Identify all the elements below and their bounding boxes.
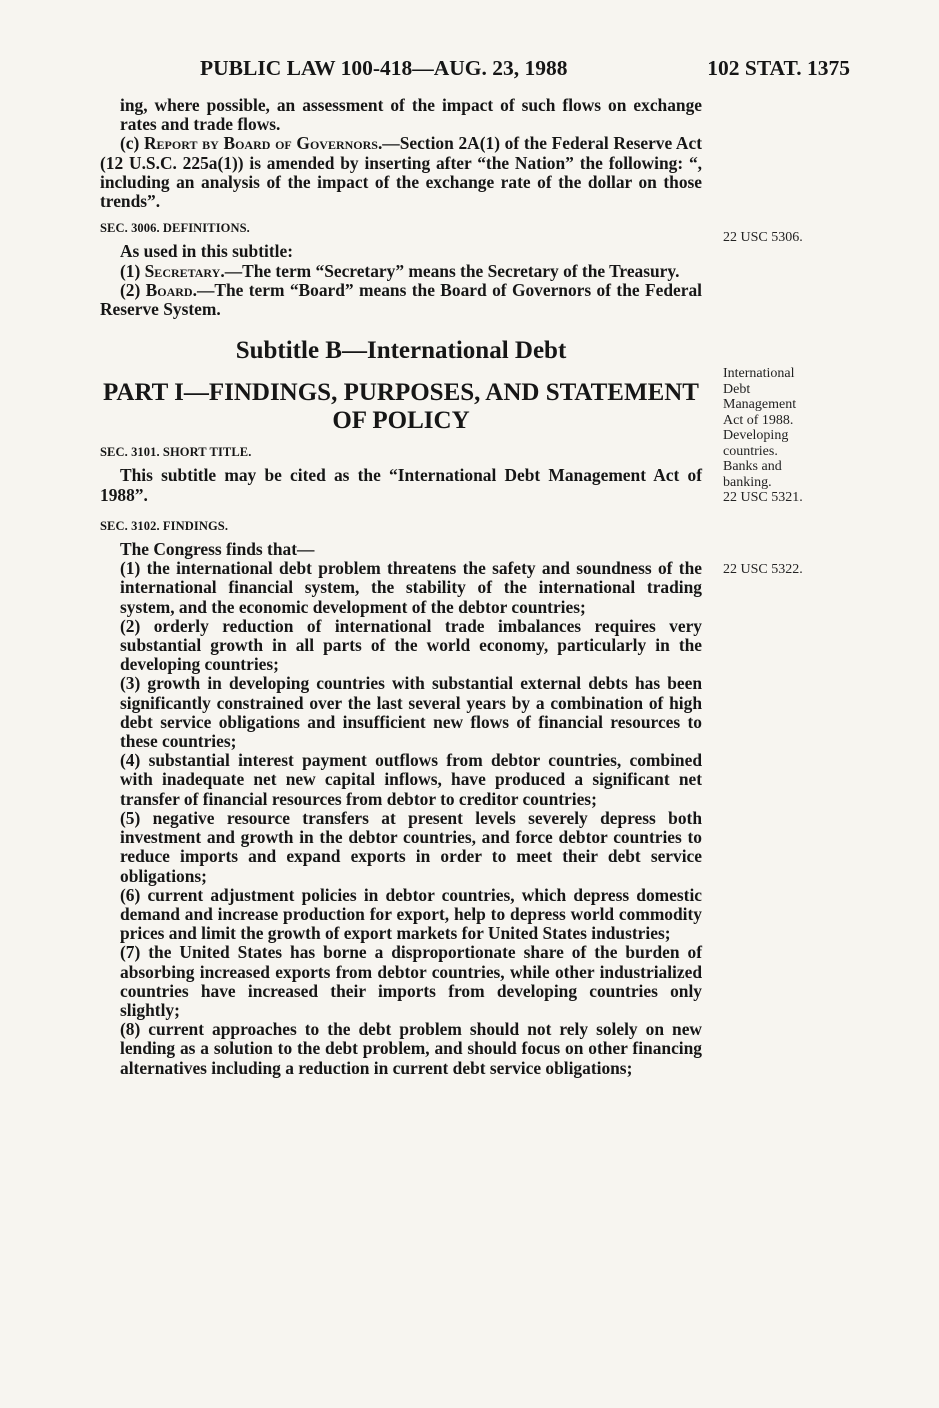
margin-note-line: 22 USC 5321. xyxy=(723,490,803,505)
margin-note-international-debt xyxy=(723,366,833,506)
def-body: —The term “Board” means the Board of Governors of the Federal Reserve System. xyxy=(100,279,702,320)
finding-item: (3) growth in developing countries with substantial external debts has been significantly constrained over the last several years by a combination of high debt service obligations and insufficient new flows of financial resources to these countries; xyxy=(120,673,702,752)
def-term: Secretary. xyxy=(144,260,225,281)
paragraph-continuation: ing, where possible, an assessment of the impact of such flows on exchange rates and trade flows. xyxy=(120,95,702,135)
section-heading-3006: SEC. 3006. DEFINITIONS. xyxy=(100,221,250,236)
margin-note-line: Act of 1988. xyxy=(723,412,794,428)
main-text-column xyxy=(100,96,702,1078)
margin-note-line: Banks and xyxy=(723,459,782,474)
page-header xyxy=(200,56,850,81)
finding-item: (4) substantial interest payment outflows from debtor countries, combined with inadequate net new capital inflows, have produced a significant net transfer of financial resources from debtor to creditor countries; xyxy=(120,750,702,809)
finding-item: (2) orderly reduction of international trade imbalances requires very substantial growth in all parts of the world economy, particularly in the developing countries; xyxy=(120,615,702,675)
def-term: Board. xyxy=(145,279,197,300)
def-body: —The term “Secretary” means the Secretary of the Treasury. xyxy=(224,260,680,281)
para-body: —Section 2A(1) of the Federal Reserve Act (12 U.S.C. 225a(1)) is amended by inserting after “the Nation” the following: “, including an analysis of the impact of the exchange rate of the dollar on those trends”. xyxy=(100,133,703,212)
definition-secretary xyxy=(100,262,702,281)
part-heading: PART I—FINDINGS, PURPOSES, AND STATEMENT OF POLICY xyxy=(103,379,699,435)
margin-note-line: banking. xyxy=(723,474,772,490)
paragraph-short-title: This subtitle may be cited as the “International Debt Management Act of 1988”. xyxy=(100,465,702,505)
margin-note-line: International xyxy=(723,366,795,381)
header-law-citation: PUBLIC LAW 100-418—AUG. 23, 1988 xyxy=(200,56,568,80)
paragraph-as-used: As used in this subtitle: xyxy=(120,241,293,262)
finding-item: (6) current adjustment policies in debtor countries, which depress domestic demand and increase production for export, help to depress world commodity prices and limit the growth of export markets for United States industries; xyxy=(120,884,702,944)
finding-item: (1) the international debt problem threatens the safety and soundness of the international financial system, the stability of the international trading system, and the economic development of the debtor countries; xyxy=(120,558,702,617)
margin-note-22usc5306: 22 USC 5306. xyxy=(723,230,803,245)
header-stat-page: 102 STAT. 1375 xyxy=(707,56,850,80)
def-label: (2) xyxy=(120,279,146,300)
finding-item: (7) the United States has borne a disproportionate share of the burden of absorbing increased exports from debtor countries, while other industrialized countries have increased their imports from developing countries only slightly; xyxy=(120,942,702,1020)
def-label: (1) xyxy=(120,260,145,281)
margin-note-line: countries. xyxy=(723,443,778,459)
definition-board xyxy=(100,281,702,319)
margin-note-line: Management xyxy=(723,397,797,412)
margin-note-line: Developing xyxy=(723,428,789,443)
findings-list xyxy=(100,559,702,1077)
section-heading-3101: SEC. 3101. SHORT TITLE. xyxy=(100,445,252,460)
para-heading: Report by Board of Governors. xyxy=(143,133,383,154)
paragraph-congress-finds: The Congress finds that— xyxy=(120,539,315,560)
paragraph-report-by-board xyxy=(100,134,702,211)
section-heading-3102: SEC. 3102. FINDINGS. xyxy=(100,518,229,533)
margin-note-22usc5322: 22 USC 5322. xyxy=(723,562,803,577)
finding-item: (8) current approaches to the debt problem should not rely solely on new lending as a solution to the debt problem, and should focus on other financing alternatives including a reduction in current debt service obligations; xyxy=(120,1019,702,1078)
finding-item: (5) negative resource transfers at present levels severely depress both investment and growth in the debtor countries, and force debtor countries to reduce imports and expand exports in order to meet their debt service obligations; xyxy=(120,807,702,886)
margin-note-line: Debt xyxy=(723,381,751,397)
para-label: (c) xyxy=(120,133,144,154)
subtitle-heading: Subtitle B—International Debt xyxy=(235,337,567,365)
